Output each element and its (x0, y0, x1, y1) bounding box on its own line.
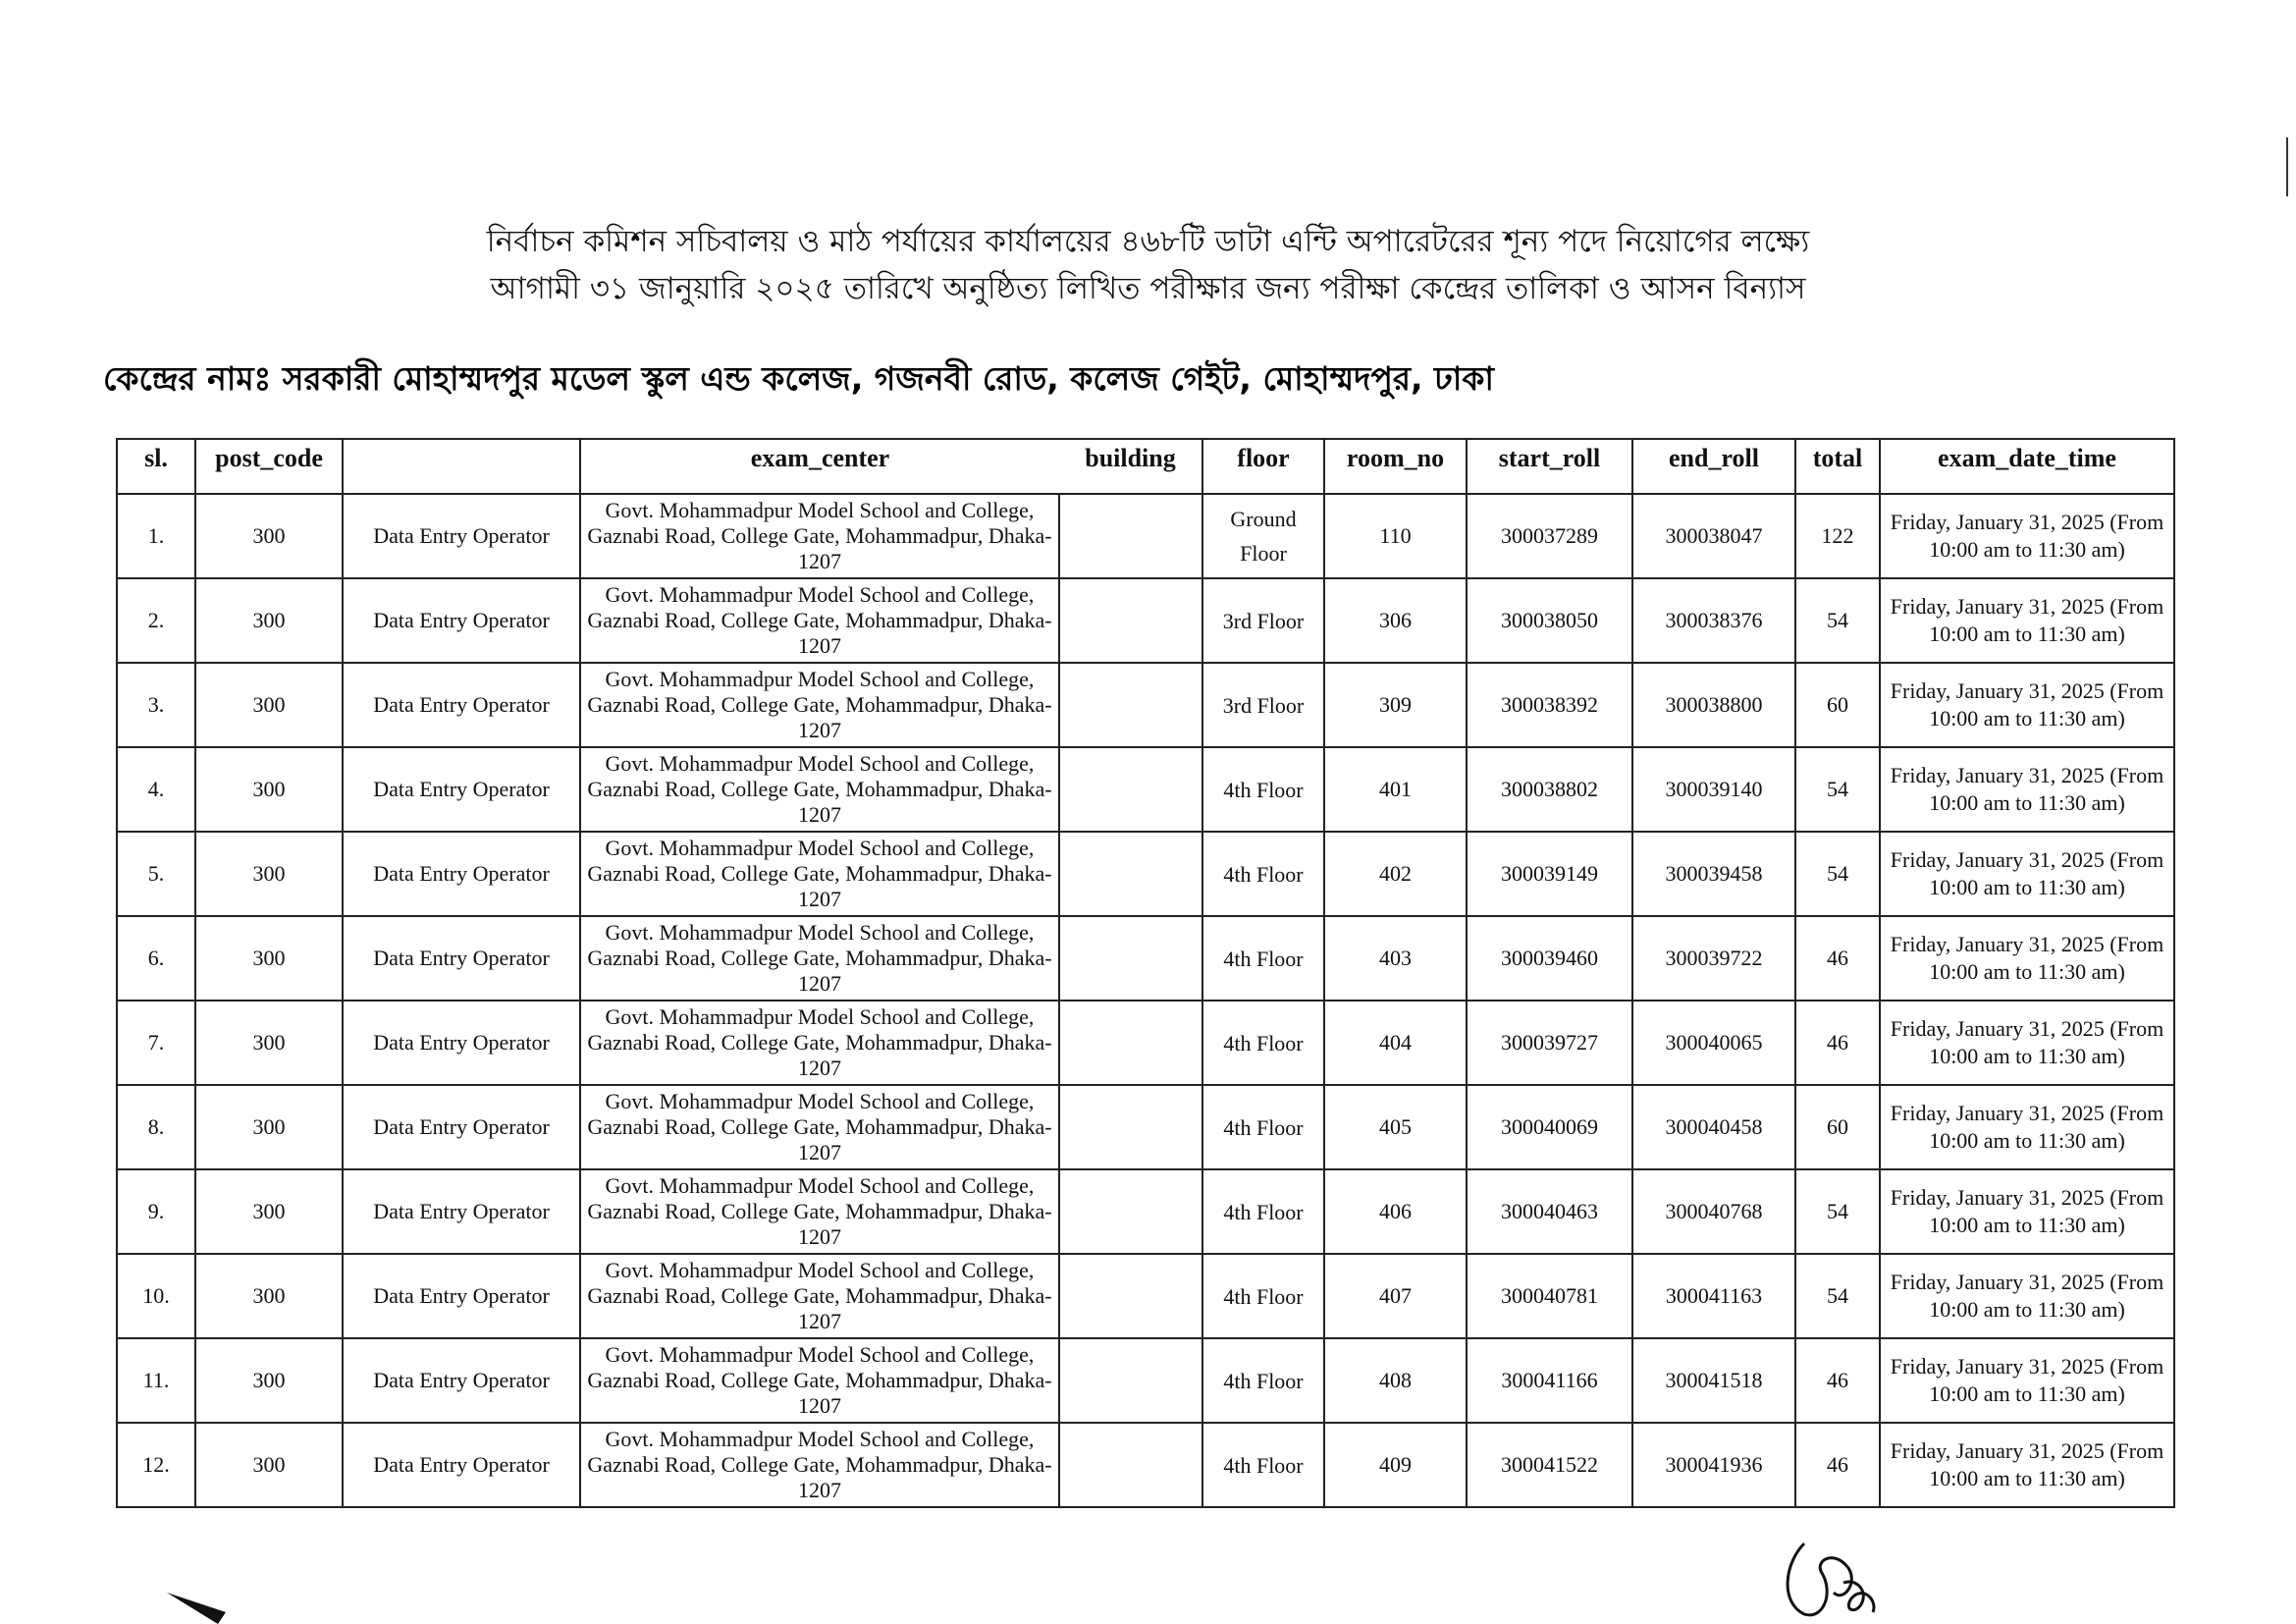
exam-date-time-cell: Friday, January 31, 2025 (From 10:00 am to 11:30 am) (1880, 1338, 2174, 1423)
total-cell: 54 (1795, 1254, 1880, 1338)
post-code-cell: 300 (195, 1001, 343, 1085)
post-name-cell: Data Entry Operator (343, 663, 580, 747)
floor-cell: 4th Floor (1202, 1085, 1324, 1169)
start-roll-cell: 300038802 (1467, 747, 1632, 832)
exam-date-time-cell: Friday, January 31, 2025 (From 10:00 am to 11:30 am) (1880, 578, 2174, 663)
building-cell (1059, 494, 1202, 578)
heading-line-1: নির্বাচন কমিশন সচিবালয় ও মাঠ পর্যায়ের কার্যালয়ের ৪৬৮টি ডাটা এন্টি অপারেটরের শূন্য পদে নিয়োগের লক্ষ্যে (486, 224, 1810, 259)
column-header-post-code: post_code (195, 439, 343, 494)
serial-cell: 8. (117, 1085, 195, 1169)
heading-line-2: আগামী ৩১ জানুয়ারি ২০২৫ তারিখে অনুষ্ঠিত্য লিখিত পরীক্ষার জন্য পরীক্ষা কেন্দ্রের তালিকা ও আসন বিন্যাস (490, 271, 1806, 306)
room-no-cell: 403 (1324, 916, 1467, 1001)
table-row (117, 1423, 2174, 1507)
start-roll-cell: 300038050 (1467, 578, 1632, 663)
building-cell (1059, 1338, 1202, 1423)
column-header-floor: floor (1202, 439, 1324, 494)
exam-center-cell: Govt. Mohammadpur Model School and College, Gaznabi Road, College Gate, Mohammadpur, Dhaka-1207 (580, 1423, 1059, 1507)
floor-cell: 4th Floor (1202, 1338, 1324, 1423)
start-roll-cell: 300040069 (1467, 1085, 1632, 1169)
room-no-cell: 110 (1324, 494, 1467, 578)
post-code-cell: 300 (195, 1169, 343, 1254)
total-cell: 46 (1795, 1338, 1880, 1423)
column-header-building: building (1059, 439, 1202, 494)
end-roll-cell: 300041936 (1632, 1423, 1795, 1507)
building-cell (1059, 747, 1202, 832)
post-name-cell: Data Entry Operator (343, 1423, 580, 1507)
column-header-start-roll: start_roll (1467, 439, 1632, 494)
post-code-cell: 300 (195, 494, 343, 578)
table-header-row (117, 439, 2174, 494)
total-cell: 54 (1795, 578, 1880, 663)
end-roll-cell: 300038800 (1632, 663, 1795, 747)
post-name-cell: Data Entry Operator (343, 1001, 580, 1085)
floor-cell: 4th Floor (1202, 1001, 1324, 1085)
table-row (117, 578, 2174, 663)
exam-date-time-cell: Friday, January 31, 2025 (From 10:00 am to 11:30 am) (1880, 494, 2174, 578)
serial-cell: 5. (117, 832, 195, 916)
exam-center-cell: Govt. Mohammadpur Model School and College, Gaznabi Road, College Gate, Mohammadpur, Dhaka-1207 (580, 1338, 1059, 1423)
post-name-cell: Data Entry Operator (343, 1338, 580, 1423)
table-row (117, 1254, 2174, 1338)
building-cell (1059, 1254, 1202, 1338)
floor-cell: 4th Floor (1202, 747, 1324, 832)
post-name-cell: Data Entry Operator (343, 494, 580, 578)
column-header-sl: sl. (117, 439, 195, 494)
start-roll-cell: 300039149 (1467, 832, 1632, 916)
total-cell: 60 (1795, 663, 1880, 747)
exam-date-time-cell: Friday, January 31, 2025 (From 10:00 am to 11:30 am) (1880, 916, 2174, 1001)
column-header-exam-center: exam_center (580, 439, 1059, 494)
floor-cell: 4th Floor (1202, 1423, 1324, 1507)
end-roll-cell: 300041518 (1632, 1338, 1795, 1423)
start-roll-cell: 300041522 (1467, 1423, 1632, 1507)
total-cell: 122 (1795, 494, 1880, 578)
post-code-cell: 300 (195, 747, 343, 832)
exam-center-cell: Govt. Mohammadpur Model School and College, Gaznabi Road, College Gate, Mohammadpur, Dhaka-1207 (580, 916, 1059, 1001)
end-roll-cell: 300040768 (1632, 1169, 1795, 1254)
start-roll-cell: 300039460 (1467, 916, 1632, 1001)
post-name-cell: Data Entry Operator (343, 916, 580, 1001)
table-row (117, 832, 2174, 916)
scan-edge-line (2286, 137, 2288, 196)
building-cell (1059, 1001, 1202, 1085)
exam-center-cell: Govt. Mohammadpur Model School and College, Gaznabi Road, College Gate, Mohammadpur, Dhaka-1207 (580, 1085, 1059, 1169)
exam-center-name: কেন্দ্রের নামঃ সরকারী মোহাম্মদপুর মডেল স্কুল এন্ড কলেজ, গজনবী রোড, কলেজ গেইট, মোহাম্মদপুর, ঢাকা (103, 359, 1494, 398)
building-cell (1059, 832, 1202, 916)
exam-center-cell: Govt. Mohammadpur Model School and College, Gaznabi Road, College Gate, Mohammadpur, Dhaka-1207 (580, 578, 1059, 663)
end-roll-cell: 300039140 (1632, 747, 1795, 832)
post-code-cell: 300 (195, 1085, 343, 1169)
post-code-cell: 300 (195, 1254, 343, 1338)
floor-cell: 4th Floor (1202, 1169, 1324, 1254)
room-no-cell: 401 (1324, 747, 1467, 832)
serial-cell: 4. (117, 747, 195, 832)
end-roll-cell: 300039458 (1632, 832, 1795, 916)
floor-cell: 4th Floor (1202, 916, 1324, 1001)
handwritten-signature-icon (1775, 1524, 1902, 1622)
total-cell: 46 (1795, 916, 1880, 1001)
exam-center-cell: Govt. Mohammadpur Model School and College, Gaznabi Road, College Gate, Mohammadpur, Dhaka-1207 (580, 1254, 1059, 1338)
room-no-cell: 402 (1324, 832, 1467, 916)
serial-cell: 11. (117, 1338, 195, 1423)
floor-cell: 4th Floor (1202, 832, 1324, 916)
arrow-mark-icon (167, 1591, 236, 1624)
table-row (117, 494, 2174, 578)
table-row (117, 916, 2174, 1001)
serial-cell: 2. (117, 578, 195, 663)
table-row (117, 1001, 2174, 1085)
room-no-cell: 405 (1324, 1085, 1467, 1169)
total-cell: 54 (1795, 747, 1880, 832)
post-code-cell: 300 (195, 832, 343, 916)
serial-cell: 1. (117, 494, 195, 578)
post-name-cell: Data Entry Operator (343, 578, 580, 663)
exam-date-time-cell: Friday, January 31, 2025 (From 10:00 am to 11:30 am) (1880, 747, 2174, 832)
table-body (117, 494, 2174, 1507)
column-header-end-roll: end_roll (1632, 439, 1795, 494)
room-no-cell: 408 (1324, 1338, 1467, 1423)
post-name-cell: Data Entry Operator (343, 832, 580, 916)
serial-cell: 10. (117, 1254, 195, 1338)
end-roll-cell: 300040458 (1632, 1085, 1795, 1169)
start-roll-cell: 300040463 (1467, 1169, 1632, 1254)
total-cell: 54 (1795, 1169, 1880, 1254)
exam-center-cell: Govt. Mohammadpur Model School and College, Gaznabi Road, College Gate, Mohammadpur, Dhaka-1207 (580, 1169, 1059, 1254)
exam-date-time-cell: Friday, January 31, 2025 (From 10:00 am to 11:30 am) (1880, 1169, 2174, 1254)
column-header-exam-date-time: exam_date_time (1880, 439, 2174, 494)
post-code-cell: 300 (195, 1338, 343, 1423)
start-roll-cell: 300040781 (1467, 1254, 1632, 1338)
end-roll-cell: 300040065 (1632, 1001, 1795, 1085)
column-header-total: total (1795, 439, 1880, 494)
room-no-cell: 406 (1324, 1169, 1467, 1254)
floor-cell: 3rd Floor (1202, 663, 1324, 747)
end-roll-cell: 300039722 (1632, 916, 1795, 1001)
post-name-cell: Data Entry Operator (343, 1254, 580, 1338)
serial-cell: 7. (117, 1001, 195, 1085)
exam-date-time-cell: Friday, January 31, 2025 (From 10:00 am to 11:30 am) (1880, 1001, 2174, 1085)
start-roll-cell: 300041166 (1467, 1338, 1632, 1423)
exam-center-cell: Govt. Mohammadpur Model School and College, Gaznabi Road, College Gate, Mohammadpur, Dhaka-1207 (580, 663, 1059, 747)
floor-cell: 3rd Floor (1202, 578, 1324, 663)
room-no-cell: 407 (1324, 1254, 1467, 1338)
end-roll-cell: 300038376 (1632, 578, 1795, 663)
end-roll-cell: 300038047 (1632, 494, 1795, 578)
exam-center-cell: Govt. Mohammadpur Model School and College, Gaznabi Road, College Gate, Mohammadpur, Dhaka-1207 (580, 832, 1059, 916)
floor-cell: 4th Floor (1202, 1254, 1324, 1338)
end-roll-cell: 300041163 (1632, 1254, 1795, 1338)
table-row (117, 1338, 2174, 1423)
table-row (117, 663, 2174, 747)
post-name-cell: Data Entry Operator (343, 1085, 580, 1169)
room-no-cell: 409 (1324, 1423, 1467, 1507)
exam-center-cell: Govt. Mohammadpur Model School and College, Gaznabi Road, College Gate, Mohammadpur, Dhaka-1207 (580, 747, 1059, 832)
post-name-cell: Data Entry Operator (343, 747, 580, 832)
serial-cell: 9. (117, 1169, 195, 1254)
post-code-cell: 300 (195, 663, 343, 747)
total-cell: 54 (1795, 832, 1880, 916)
building-cell (1059, 663, 1202, 747)
exam-center-cell: Govt. Mohammadpur Model School and College, Gaznabi Road, College Gate, Mohammadpur, Dhaka-1207 (580, 1001, 1059, 1085)
table-row (117, 1169, 2174, 1254)
building-cell (1059, 1423, 1202, 1507)
total-cell: 46 (1795, 1001, 1880, 1085)
start-roll-cell: 300039727 (1467, 1001, 1632, 1085)
post-code-cell: 300 (195, 916, 343, 1001)
column-header-room-no: room_no (1324, 439, 1467, 494)
serial-cell: 3. (117, 663, 195, 747)
table-row (117, 747, 2174, 832)
serial-cell: 12. (117, 1423, 195, 1507)
building-cell (1059, 916, 1202, 1001)
table-row (117, 1085, 2174, 1169)
floor-cell: Ground Floor (1202, 494, 1324, 578)
post-code-cell: 300 (195, 578, 343, 663)
seat-plan-table (116, 438, 2175, 1508)
total-cell: 60 (1795, 1085, 1880, 1169)
room-no-cell: 306 (1324, 578, 1467, 663)
exam-date-time-cell: Friday, January 31, 2025 (From 10:00 am to 11:30 am) (1880, 1423, 2174, 1507)
building-cell (1059, 1169, 1202, 1254)
post-code-cell: 300 (195, 1423, 343, 1507)
room-no-cell: 309 (1324, 663, 1467, 747)
exam-date-time-cell: Friday, January 31, 2025 (From 10:00 am to 11:30 am) (1880, 1085, 2174, 1169)
serial-cell: 6. (117, 916, 195, 1001)
document-heading (0, 218, 2296, 312)
start-roll-cell: 300037289 (1467, 494, 1632, 578)
total-cell: 46 (1795, 1423, 1880, 1507)
column-header-post-name (343, 439, 580, 494)
exam-date-time-cell: Friday, January 31, 2025 (From 10:00 am to 11:30 am) (1880, 663, 2174, 747)
exam-date-time-cell: Friday, January 31, 2025 (From 10:00 am to 11:30 am) (1880, 832, 2174, 916)
building-cell (1059, 578, 1202, 663)
exam-date-time-cell: Friday, January 31, 2025 (From 10:00 am to 11:30 am) (1880, 1254, 2174, 1338)
room-no-cell: 404 (1324, 1001, 1467, 1085)
start-roll-cell: 300038392 (1467, 663, 1632, 747)
exam-center-cell: Govt. Mohammadpur Model School and College, Gaznabi Road, College Gate, Mohammadpur, Dhaka-1207 (580, 494, 1059, 578)
building-cell (1059, 1085, 1202, 1169)
post-name-cell: Data Entry Operator (343, 1169, 580, 1254)
